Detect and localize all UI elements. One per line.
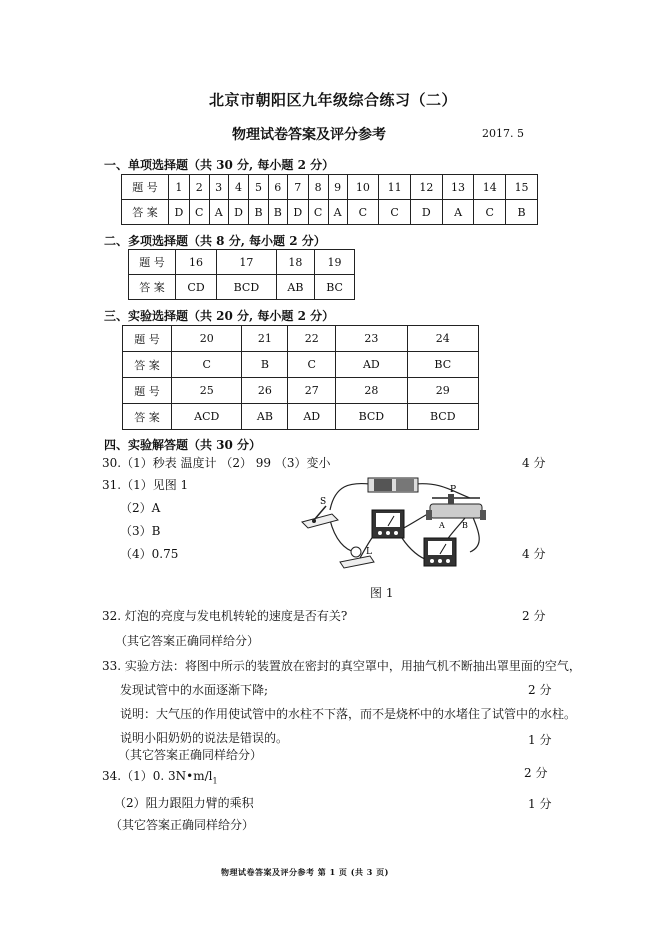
number-cell: 7 (287, 175, 308, 200)
date: 2017. 5 (482, 127, 524, 140)
q31-line4: （4）0.75 (120, 547, 179, 561)
voltmeter-icon (372, 510, 404, 538)
answer-cell: B (268, 200, 287, 225)
section2-heading: 二、多项选择题（共 8 分, 每小题 2 分） (104, 234, 326, 248)
label-a: A (439, 521, 445, 530)
answer-cell: C (288, 352, 336, 378)
number-cell: 12 (410, 175, 442, 200)
q34-score1: 2 分 (524, 766, 548, 780)
label-b: B (462, 521, 468, 530)
number-cell: 25 (172, 378, 242, 404)
number-cell: 15 (506, 175, 538, 200)
answer-cell: A (328, 200, 347, 225)
circuit-figure (290, 470, 520, 582)
number-cell: 16 (176, 250, 217, 275)
answer-cell: C (379, 200, 411, 225)
q31-line2: （2）A (120, 501, 161, 515)
row-label: 题 号 (122, 175, 169, 200)
q34-note: （其它答案正确同样给分） (110, 818, 255, 832)
answer-cell: AD (288, 404, 336, 430)
q32-score: 2 分 (522, 609, 546, 623)
number-cell: 6 (268, 175, 287, 200)
row-label: 题 号 (123, 326, 172, 352)
q33-line1: 33. 实验方法：将图中所示的装置放在密封的真空罩中，用抽气机不断抽出罩里面的空气， (102, 659, 581, 673)
number-cell: 14 (474, 175, 506, 200)
section3-heading: 三、实验选择题（共 20 分, 每小题 2 分） (104, 309, 335, 323)
number-cell: 24 (407, 326, 478, 352)
number-cell: 17 (217, 250, 277, 275)
label-l: L (366, 547, 372, 557)
answer-cell: AB (276, 275, 314, 300)
ammeter-icon (424, 538, 456, 566)
section1-heading: 一、单项选择题（共 30 分, 每小题 2 分） (104, 158, 335, 172)
row-label: 答 案 (129, 275, 176, 300)
answer-cell: C (172, 352, 242, 378)
number-cell: 22 (288, 326, 336, 352)
number-cell: 28 (336, 378, 407, 404)
number-cell: 13 (442, 175, 474, 200)
q32-answer: 32. 灯泡的亮度与发电机转轮的速度是否有关? (102, 609, 348, 623)
q30-score: 4 分 (522, 456, 546, 470)
q33-line4: 说明小阳奶奶的说法是错误的。 (120, 731, 289, 745)
label-s: S (320, 497, 327, 507)
answer-cell: D (287, 200, 308, 225)
section4-heading: 四、实验解答题（共 30 分） (104, 438, 262, 452)
number-cell: 18 (276, 250, 314, 275)
number-cell: 26 (242, 378, 288, 404)
section2-table (128, 249, 355, 300)
number-cell: 27 (288, 378, 336, 404)
page-footer: 物理试卷答案及评分参考 第 1 页 (共 3 页) (221, 867, 389, 877)
section1-table (121, 174, 538, 225)
row-label: 答 案 (123, 404, 172, 430)
figure-caption: 图 1 (370, 586, 394, 600)
number-cell: 2 (189, 175, 209, 200)
switch-icon (302, 506, 338, 528)
answer-cell: AB (242, 404, 288, 430)
q31-score: 4 分 (522, 547, 546, 561)
answer-cell: D (228, 200, 249, 225)
q33-line3: 说明：大气压的作用使试管中的水柱不下落，而不是烧杯中的水堵住了试管中的水柱。 (120, 707, 577, 721)
answer-cell: AD (336, 352, 407, 378)
number-cell: 10 (347, 175, 379, 200)
row-label: 题 号 (123, 378, 172, 404)
answer-cell: C (347, 200, 379, 225)
answer-cell: D (169, 200, 190, 225)
q33-score2: 1 分 (528, 733, 552, 747)
q32-note: （其它答案正确同样给分） (115, 634, 260, 648)
q34-score2: 1 分 (528, 797, 552, 811)
q34-line2: （2）阻力跟阻力臂的乘积 (114, 796, 254, 810)
number-cell: 5 (249, 175, 268, 200)
answer-cell: C (474, 200, 506, 225)
number-cell: 23 (336, 326, 407, 352)
answer-cell: C (189, 200, 209, 225)
q34-line1-subscript: 1 (212, 776, 218, 786)
number-cell: 3 (209, 175, 228, 200)
number-cell: 1 (169, 175, 190, 200)
q33-score1: 2 分 (528, 683, 552, 697)
number-cell: 8 (308, 175, 328, 200)
number-cell: 21 (242, 326, 288, 352)
answer-cell: ACD (172, 404, 242, 430)
q33-note: （其它答案正确同样给分） (118, 748, 263, 762)
q33-line2: 发现试管中的水面逐渐下降; (120, 683, 269, 697)
answer-cell: BCD (217, 275, 277, 300)
page-subtitle: 物理试卷答案及评分参考 (232, 127, 386, 143)
number-cell: 4 (228, 175, 249, 200)
q34-line1-text: 34.（1）0. 3N•m/l (102, 769, 213, 783)
battery-icon (368, 478, 418, 492)
label-p: P (450, 485, 457, 495)
answer-cell: B (506, 200, 538, 225)
answer-cell: C (308, 200, 328, 225)
number-cell: 20 (172, 326, 242, 352)
q34-line1 (102, 767, 218, 785)
row-label: 题 号 (129, 250, 176, 275)
number-cell: 11 (379, 175, 411, 200)
row-label: 答 案 (122, 200, 169, 225)
number-cell: 9 (328, 175, 347, 200)
answer-cell: A (442, 200, 474, 225)
number-cell: 29 (407, 378, 478, 404)
section3-table (122, 325, 479, 430)
answer-cell: BCD (407, 404, 478, 430)
number-cell: 19 (315, 250, 355, 275)
answer-cell: B (242, 352, 288, 378)
answer-cell: A (209, 200, 228, 225)
rheostat-icon (426, 494, 486, 520)
answer-cell: CD (176, 275, 217, 300)
answer-cell: BCD (336, 404, 407, 430)
page-title: 北京市朝阳区九年级综合练习（二） (209, 91, 458, 109)
answer-cell: BC (315, 275, 355, 300)
answer-cell: B (249, 200, 268, 225)
answer-cell: BC (407, 352, 478, 378)
answer-cell: D (410, 200, 442, 225)
row-label: 答 案 (123, 352, 172, 378)
q31-line1: 31.（1）见图 1 (102, 478, 189, 492)
q30-answer: 30.（1）秒表 温度计 （2） 99 （3）变小 (102, 456, 331, 470)
q31-line3: （3）B (120, 524, 161, 538)
